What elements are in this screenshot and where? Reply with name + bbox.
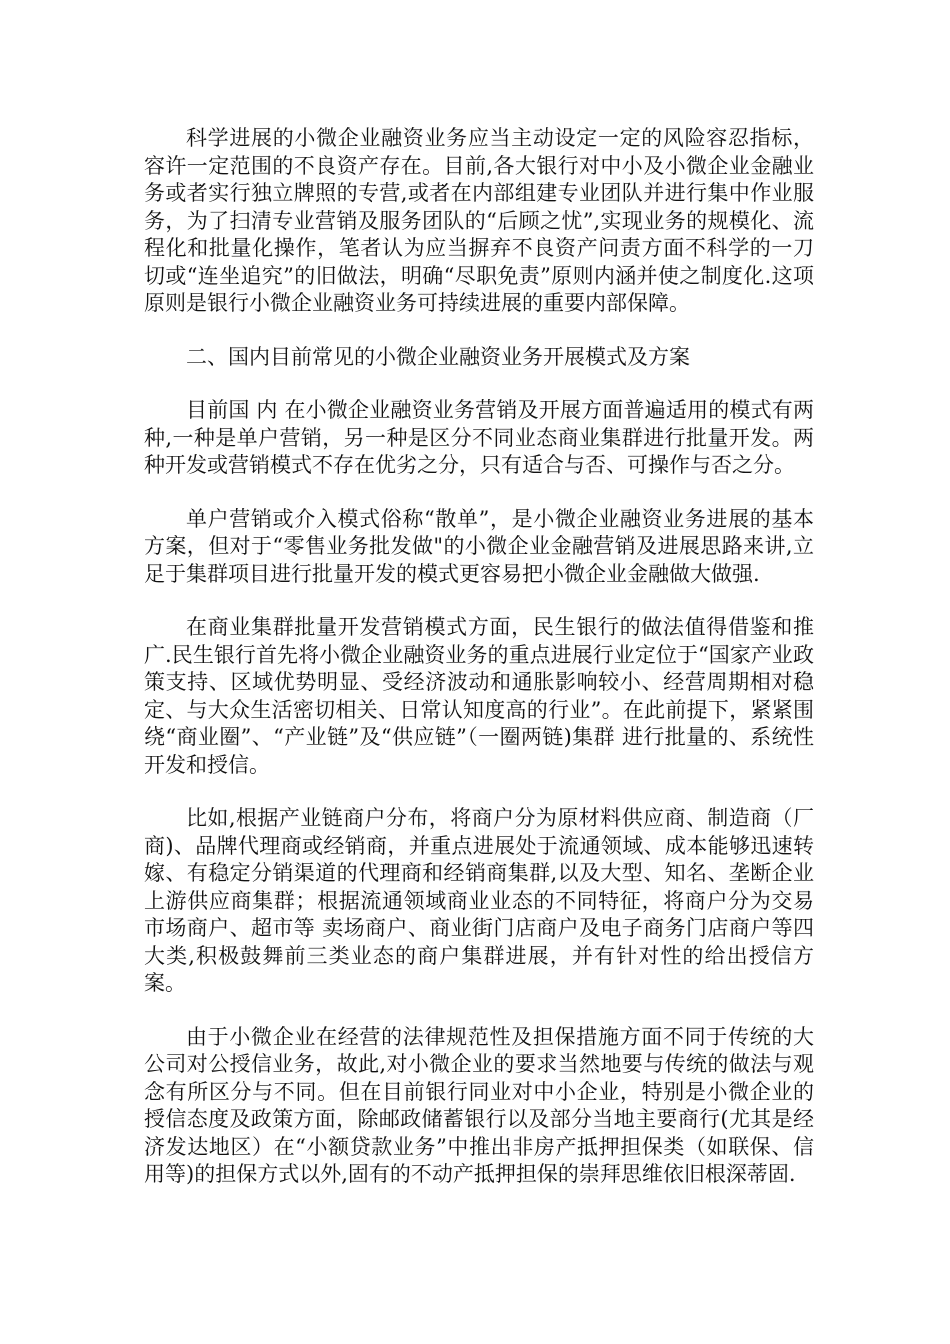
paragraph-two-modes: 目前国 内 在小微企业融资业务营销及开展方面普遍适用的模式有两种,一种是单户营销，另一种是区分不同业态商业集群进行批量开发。两种开发或营销模式不存在优劣之分，只有适合与否、可操作与否之分。 (144, 398, 814, 477)
paragraph-single-marketing: 单户营销或介入模式俗称“散单”，是小微企业融资业务进展的基本方案，但对于“零售业务批发做"的小微企业金融营销及进展思路来讲,立足于集群项目进行批量开发的模式更容易把小微企业金融做大做强. (144, 506, 814, 586)
paragraph-industry-chain-example: 比如,根据产业链商户分布，将商户分为原材料供应商、制造商（厂商)、品牌代理商或经销商，并重点进展处于流通领域、成本能够迅速转嫁、有稳定分销渠道的代理商和经销商集群,以及大型、知名、垄断企业上游供应商集群；根据流通领域商业业态的不同特征，将商户分为交易市场商户、超市等 卖场商户、商业街门店商户及电子商务门店商户等四大类,积极鼓舞前三类业态的商户集群进展，并有针对性的给出授信方案。 (144, 806, 814, 995)
document-body (144, 125, 814, 1215)
paragraph-collateral: 由于小微企业在经营的法律规范性及担保措施方面不同于传统的大公司对公授信业务，故此,对小微企业的要求当然地要与传统的做法与观念有所区分与不同。但在目前银行同业对中小企业，特别是小微企业的授信态度及政策方面，除邮政储蓄银行以及部分当地主要商行(尤其是经济发达地区）在“小额贷款业务”中推出非房产抵押担保类（如联保、信用等)的担保方式以外,固有的不动产抵押担保的崇拜思维依旧根深蒂固. (144, 1024, 814, 1186)
paragraph-minsheng-cluster: 在商业集群批量开发营销模式方面，民生银行的做法值得借鉴和推广.民生银行首先将小微企业融资业务的重点进展行业定位于“国家产业政策支持、区域优势明显、受经济波动和通胀影响较小、经营周期相对稳定、与大众生活密切相关、日常认知度高的行业”。在此前提下，紧紧围绕“商业圈”、“产业链”及“供应链”（一圈两链)集群 进行批量的、系统性开发和授信。 (144, 615, 814, 777)
section-heading-2: 二、国内目前常见的小微企业融资业务开展模式及方案 (186, 344, 690, 369)
paragraph-risk-tolerance: 科学进展的小微企业融资业务应当主动设定一定的风险容忍指标，容许一定范围的不良资产存在。目前,各大银行对中小及小微企业金融业务或者实行独立牌照的专营,或者在内部组建专业团队并进行集中作业服务，为了扫清专业营销及服务团队的“后顾之忧”,实现业务的规模化、流程化和批量化操作，笔者认为应当摒弃不良资产问责方面不科学的一刀切或“连坐追究”的旧做法，明确“尽职免责”原则内涵并使之制度化.这项原则是银行小微企业融资业务可持续进展的重要内部保障。 (144, 126, 814, 315)
